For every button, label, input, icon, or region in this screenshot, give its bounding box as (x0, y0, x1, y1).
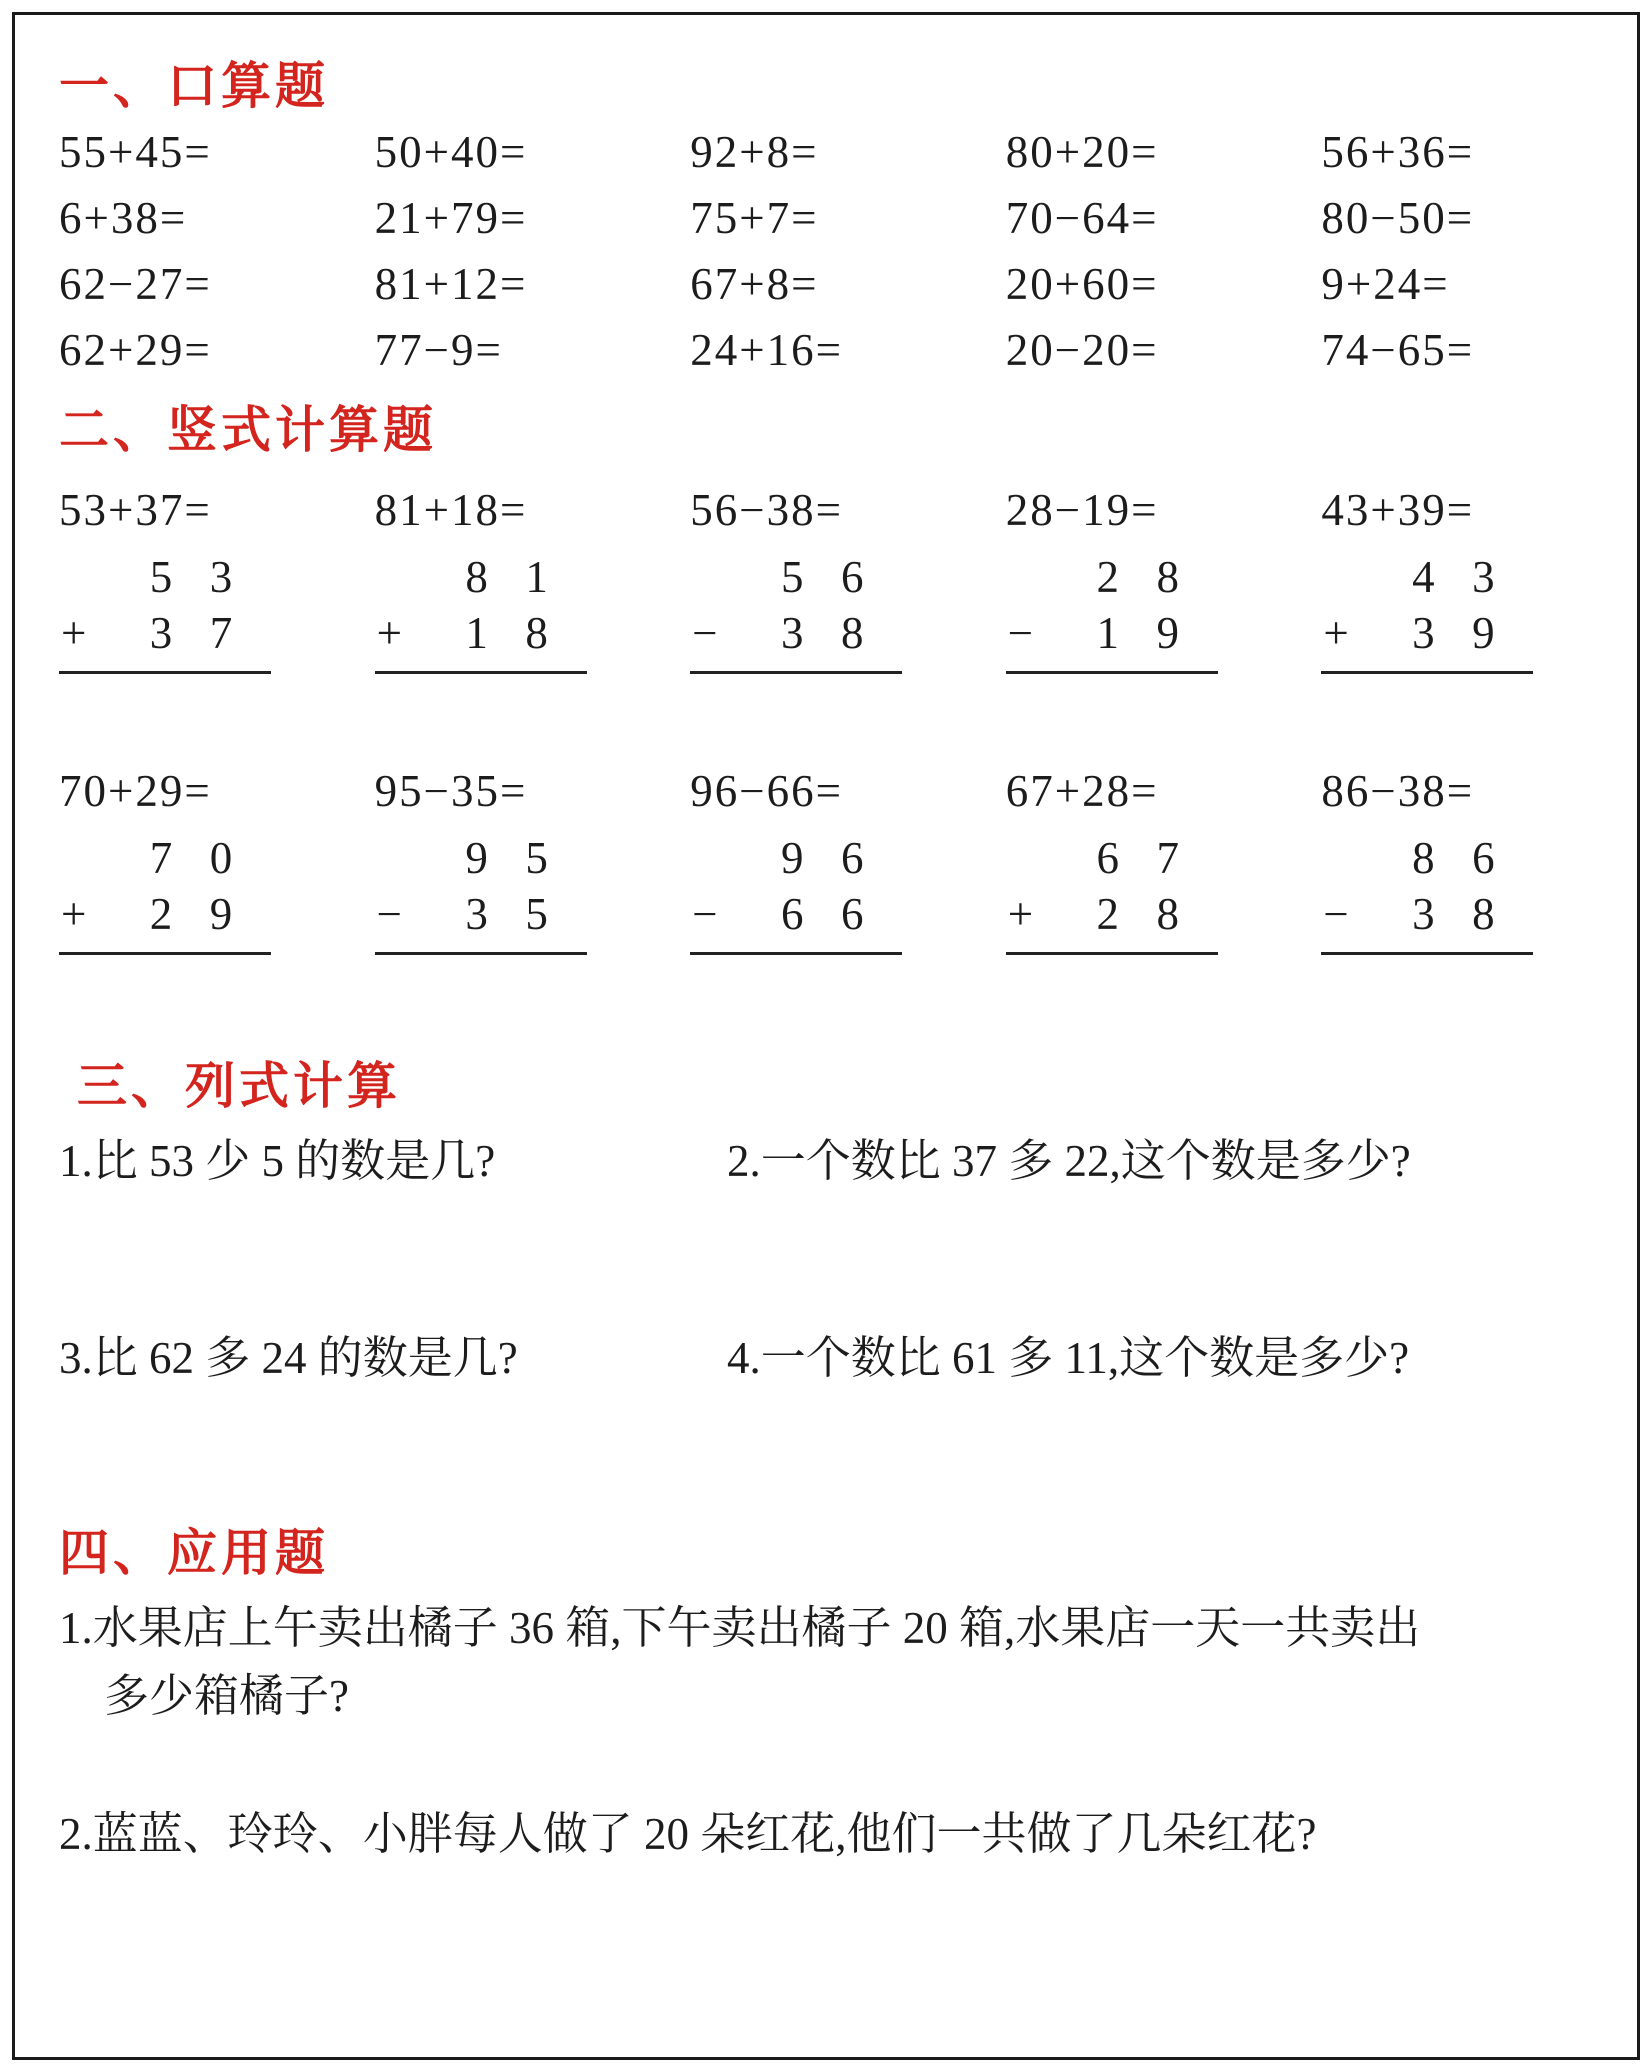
vertical-equation: 81+18= (374, 485, 528, 535)
vertical-digit: 3 (1472, 552, 1495, 602)
oral-calc-expression: 6+38= (59, 193, 188, 243)
vertical-digit: 7 (1156, 833, 1180, 883)
vertical-digit: 5 (525, 889, 548, 939)
oral-calc-expression: 74−65= (1321, 325, 1475, 375)
vertical-calc-row-1 (59, 485, 1637, 674)
oral-calc-expression: 56+36= (1321, 127, 1475, 177)
vertical-calc-block (1321, 485, 1637, 674)
expression-problem: 2.一个数比 37 多 22,这个数是多少? (727, 1136, 1411, 1186)
vertical-bottom-row (375, 886, 587, 942)
operator-sign: + (61, 608, 87, 658)
vertical-stack (1006, 549, 1218, 674)
vertical-stack (1321, 549, 1533, 674)
oral-calc-expression: 20+60= (1005, 259, 1159, 309)
vertical-digit: 9 (465, 833, 488, 883)
vertical-top-row (1321, 830, 1533, 886)
word-problem-2-line-1: 2.蓝蓝、玲玲、小胖每人做了 20 朵红花,他们一共做了几朵红花? (59, 1809, 1317, 1859)
word-problem-1-line-2: 多少箱橘子? (104, 1671, 349, 1721)
vertical-calc-block (375, 485, 691, 674)
vertical-digit: 9 (1156, 608, 1180, 658)
oral-calc-expression: 67+8= (690, 259, 819, 309)
vertical-stack (1006, 830, 1218, 955)
vertical-digit: 8 (1412, 833, 1435, 883)
vertical-calc-block (1321, 766, 1637, 955)
worksheet-content (15, 15, 1637, 2057)
section-1-title: 一、口算题 (59, 58, 329, 114)
vertical-equation: 67+28= (1005, 766, 1159, 816)
vertical-calc-block (1006, 485, 1322, 674)
vertical-digit: 6 (1096, 833, 1120, 883)
vertical-top-row (375, 549, 587, 605)
vertical-digit: 8 (1472, 889, 1495, 939)
operator-sign: + (1323, 608, 1349, 658)
vertical-digit: 2 (149, 889, 173, 939)
oral-calc-expression: 62−27= (59, 259, 212, 309)
vertical-calc-block (59, 766, 375, 955)
vertical-digit: 2 (1096, 889, 1120, 939)
oral-calc-expression: 21+79= (374, 193, 528, 243)
vertical-digit: 3 (209, 552, 233, 602)
word-problem-1 (59, 1594, 1637, 1730)
vertical-calc-block (375, 766, 691, 955)
vertical-digit: 5 (149, 552, 173, 602)
vertical-digit: 9 (1472, 608, 1495, 658)
vertical-stack (690, 549, 902, 674)
operator-sign: − (1007, 608, 1034, 658)
vertical-digit: 4 (1412, 552, 1435, 602)
oral-calc-expression: 81+12= (374, 259, 528, 309)
oral-calc-expression: 9+24= (1321, 259, 1450, 309)
vertical-equation: 28−19= (1005, 485, 1159, 535)
vertical-digit: 3 (465, 889, 488, 939)
vertical-digit: 9 (209, 889, 233, 939)
operator-sign: − (692, 608, 718, 658)
vertical-bottom-row (59, 605, 271, 661)
operator-sign: + (1007, 889, 1034, 939)
operator-sign: − (1323, 889, 1349, 939)
vertical-digit: 7 (209, 608, 233, 658)
vertical-digit: 2 (1096, 552, 1120, 602)
vertical-digit: 1 (465, 608, 488, 658)
vertical-top-row (1006, 549, 1218, 605)
oral-calc-expression: 24+16= (690, 325, 843, 375)
vertical-digit: 3 (1412, 608, 1435, 658)
vertical-stack (59, 830, 271, 955)
vertical-digit: 8 (1156, 889, 1180, 939)
vertical-equation: 43+39= (1321, 485, 1475, 535)
vertical-equation: 95−35= (374, 766, 528, 816)
vertical-top-row (59, 830, 271, 886)
vertical-top-row (1321, 549, 1533, 605)
vertical-equation: 70+29= (59, 766, 212, 816)
vertical-top-row (690, 549, 902, 605)
vertical-stack (690, 830, 902, 955)
vertical-digit: 8 (525, 608, 548, 658)
expression-problems-row-1 (59, 1131, 1637, 1191)
vertical-calc-block (59, 485, 375, 674)
vertical-digit: 3 (1412, 889, 1435, 939)
vertical-equation: 96−66= (690, 766, 843, 816)
vertical-bottom-row (375, 605, 587, 661)
vertical-digit: 7 (149, 833, 173, 883)
vertical-equation: 56−38= (690, 485, 843, 535)
operator-sign: + (376, 608, 402, 658)
vertical-bottom-row (59, 886, 271, 942)
vertical-bottom-row (690, 605, 902, 661)
vertical-calc-block (690, 766, 1006, 955)
vertical-digit: 6 (1472, 833, 1495, 883)
vertical-stack (59, 549, 271, 674)
oral-calc-expression: 20−20= (1005, 325, 1159, 375)
vertical-stack (375, 830, 587, 955)
vertical-top-row (690, 830, 902, 886)
oral-calc-expression: 92+8= (690, 127, 819, 177)
vertical-digit: 8 (1156, 552, 1180, 602)
vertical-top-row (59, 549, 271, 605)
operator-sign: + (61, 889, 87, 939)
vertical-digit: 8 (465, 552, 488, 602)
vertical-calc-block (1006, 766, 1322, 955)
vertical-digit: 5 (780, 552, 804, 602)
vertical-calc-block (690, 485, 1006, 674)
oral-calc-expression: 70−64= (1005, 193, 1159, 243)
vertical-digit: 6 (840, 889, 864, 939)
vertical-digit: 6 (840, 552, 864, 602)
vertical-top-row (1006, 830, 1218, 886)
vertical-bottom-row (1006, 886, 1218, 942)
section-4-title: 四、应用题 (59, 1525, 329, 1581)
vertical-digit: 8 (840, 608, 864, 658)
word-problem-2 (59, 1800, 1637, 1868)
vertical-digit: 5 (525, 833, 548, 883)
vertical-bottom-row (1321, 886, 1533, 942)
expression-problems-row-2 (59, 1328, 1637, 1388)
operator-sign: − (376, 889, 402, 939)
oral-calc-expression: 50+40= (374, 127, 528, 177)
operator-sign: − (692, 889, 718, 939)
vertical-equation: 86−38= (1321, 766, 1475, 816)
expression-problem: 3.比 62 多 24 的数是几? (59, 1333, 518, 1383)
oral-calc-expression: 80+20= (1005, 127, 1159, 177)
section-2-title: 二、竖式计算题 (59, 402, 437, 458)
vertical-stack (375, 549, 587, 674)
oral-calc-expression: 55+45= (59, 127, 212, 177)
vertical-digit: 3 (780, 608, 804, 658)
vertical-digit: 6 (780, 889, 804, 939)
oral-calc-expression: 77−9= (374, 325, 503, 375)
vertical-top-row (375, 830, 587, 886)
vertical-bottom-row (1321, 605, 1533, 661)
vertical-calc-row-2 (59, 766, 1637, 955)
word-problem-1-line-1: 1.水果店上午卖出橘子 36 箱,下午卖出橘子 20 箱,水果店一天一共卖出 (59, 1603, 1421, 1653)
vertical-stack (1321, 830, 1533, 955)
vertical-digit: 0 (209, 833, 233, 883)
vertical-digit: 9 (780, 833, 804, 883)
vertical-bottom-row (690, 886, 902, 942)
vertical-bottom-row (1006, 605, 1218, 661)
oral-calc-grid (59, 119, 1637, 383)
oral-calc-expression: 75+7= (690, 193, 819, 243)
vertical-digit: 1 (1096, 608, 1120, 658)
vertical-equation: 53+37= (59, 485, 212, 535)
oral-calc-expression: 62+29= (59, 325, 212, 375)
vertical-digit: 6 (840, 833, 864, 883)
oral-calc-expression: 80−50= (1321, 193, 1475, 243)
section-3-title: 三、列式计算 (77, 1058, 401, 1114)
expression-problem: 1.比 53 少 5 的数是几? (59, 1136, 496, 1186)
vertical-digit: 3 (149, 608, 173, 658)
expression-problem: 4.一个数比 61 多 11,这个数是多少? (727, 1333, 1410, 1383)
vertical-digit: 1 (525, 552, 548, 602)
